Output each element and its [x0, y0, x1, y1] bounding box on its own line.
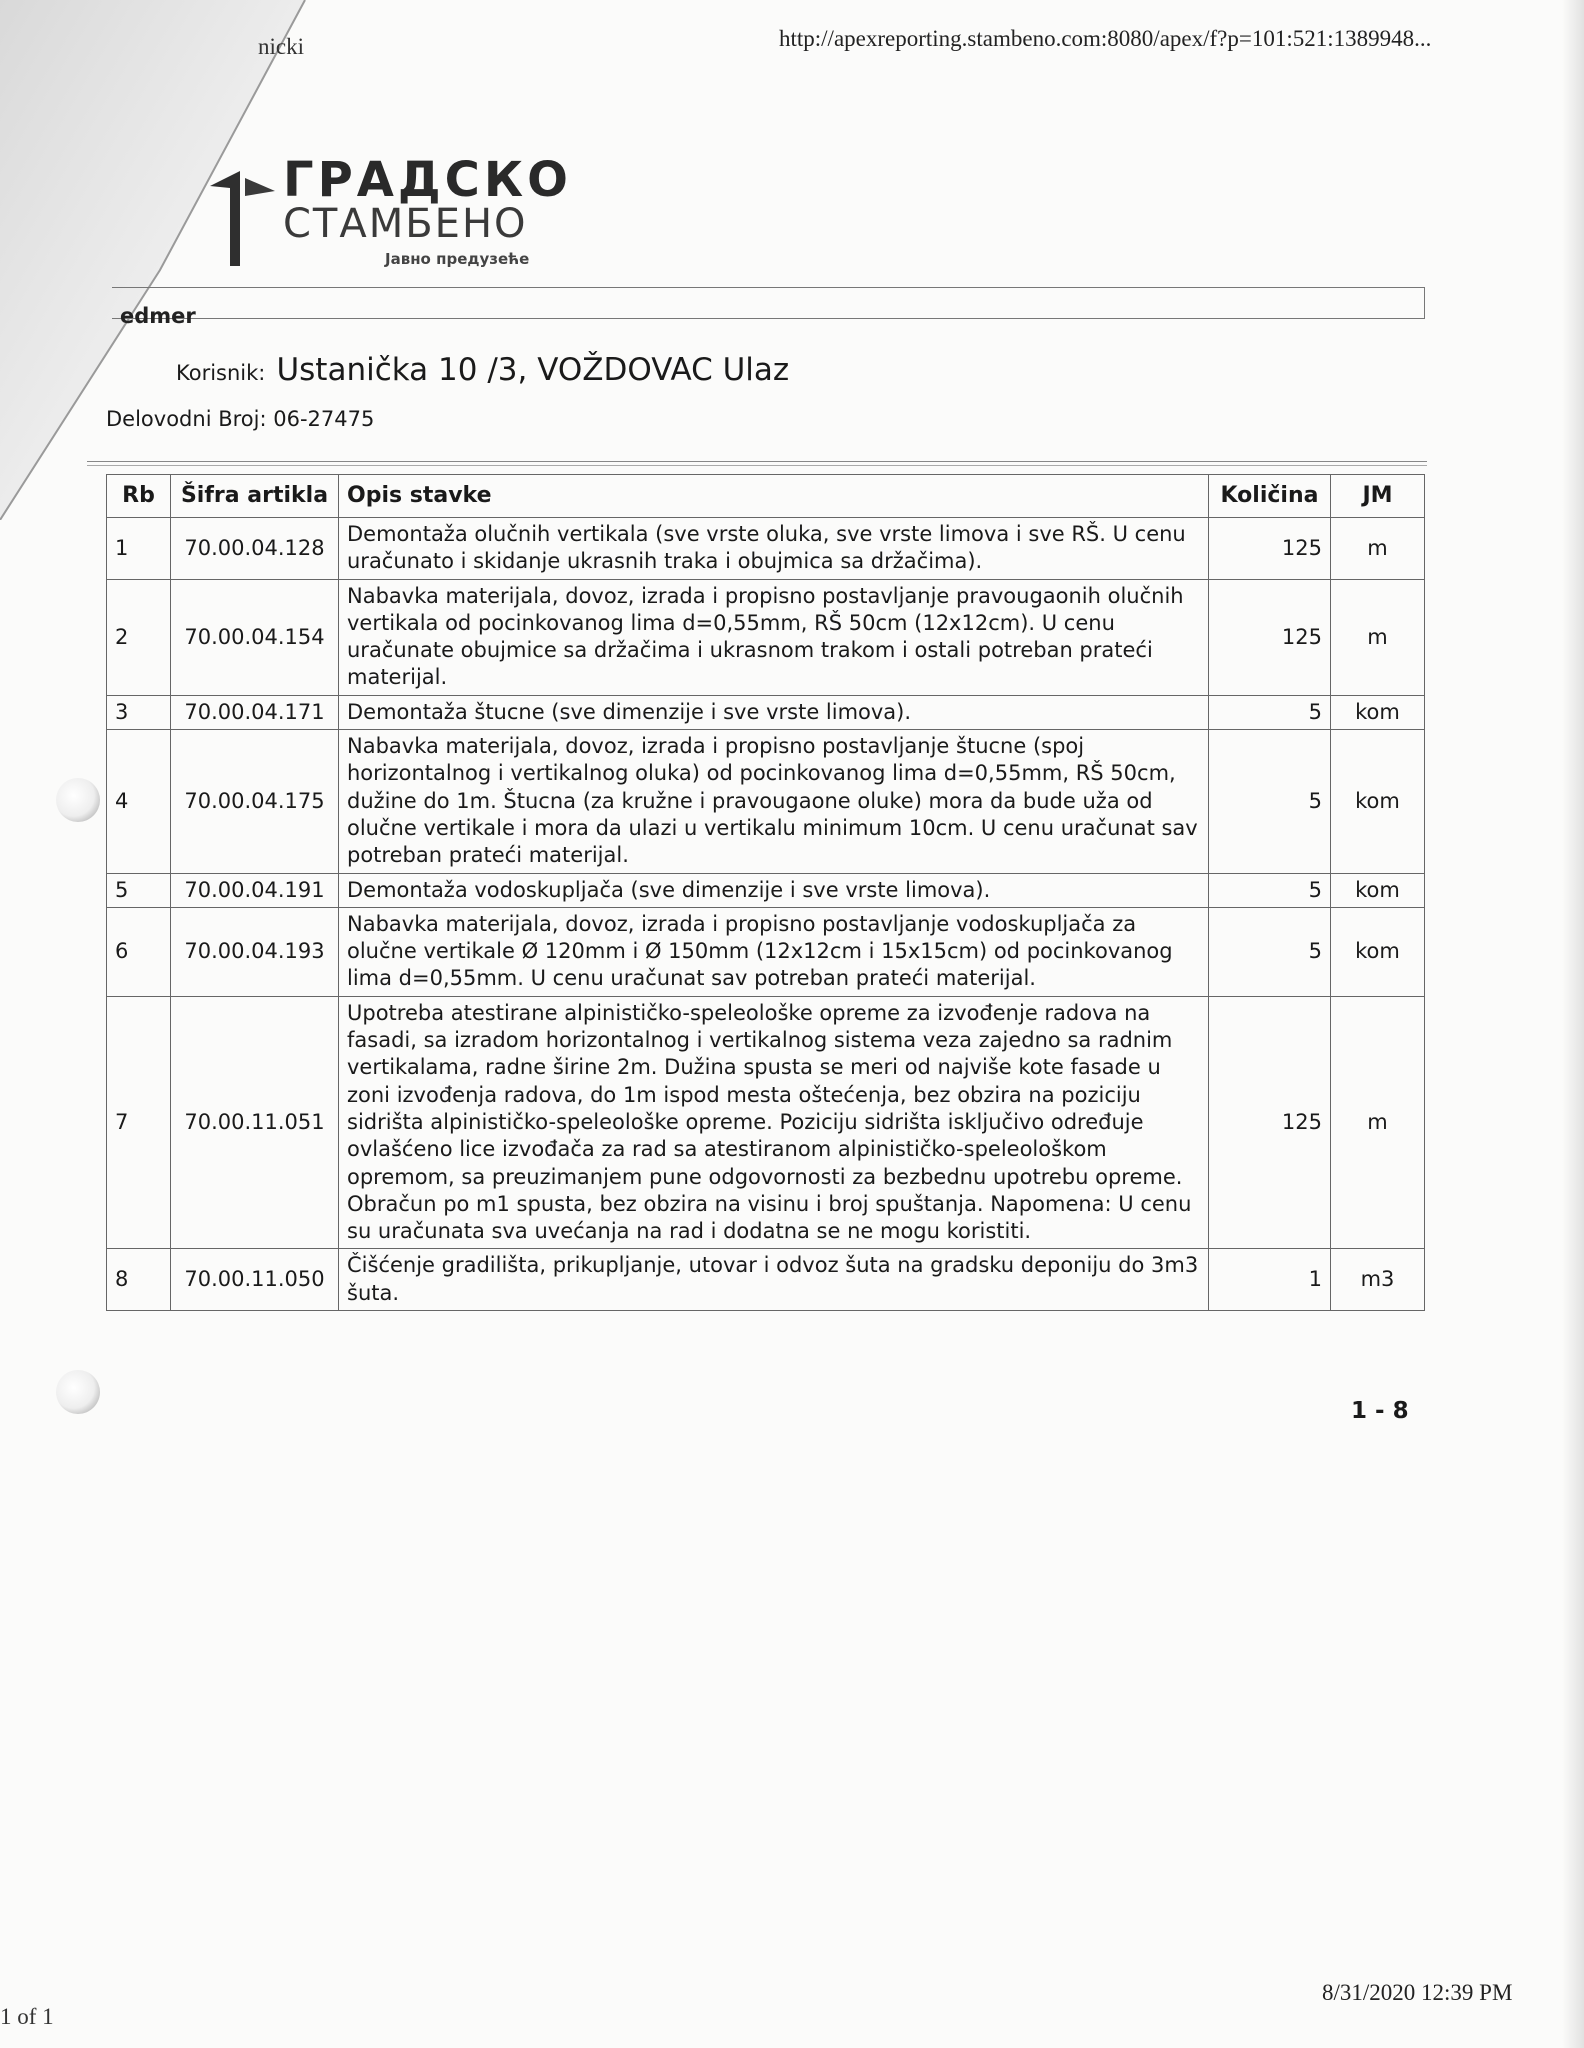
- punch-hole-icon: [56, 1370, 100, 1414]
- header-sifra: Šifra artikla: [171, 475, 339, 518]
- logo-line-3: Јавно предузеће: [385, 250, 530, 268]
- footer-page-count: 1 of 1: [0, 2004, 54, 2029]
- cell-rb: 3: [107, 695, 171, 729]
- company-logo: [190, 152, 572, 276]
- cell-jm: m: [1331, 996, 1425, 1249]
- table-row: [107, 518, 1425, 580]
- table-row: [107, 695, 1425, 729]
- cell-sifra: 70.00.04.128: [171, 518, 339, 580]
- cell-rb: 2: [107, 579, 171, 695]
- page-edge-shadow: [1562, 0, 1584, 2048]
- cell-sifra: 70.00.04.191: [171, 873, 339, 907]
- table-row: [107, 730, 1425, 873]
- cell-sifra: 70.00.11.051: [171, 996, 339, 1249]
- delovodni-line: [106, 407, 374, 431]
- cell-jm: kom: [1331, 907, 1425, 996]
- delovodni-label: Delovodni Broj:: [106, 407, 267, 431]
- header-jm: JM: [1331, 475, 1425, 518]
- header-opis: Opis stavke: [339, 475, 1209, 518]
- pager-range: 1 - 8: [1351, 1398, 1409, 1424]
- cell-jm: m: [1331, 579, 1425, 695]
- cell-sifra: 70.00.04.154: [171, 579, 339, 695]
- cell-kolicina: 5: [1209, 907, 1331, 996]
- table-row: [107, 996, 1425, 1249]
- punch-hole-icon: [56, 778, 100, 822]
- cell-rb: 5: [107, 873, 171, 907]
- horizontal-rule: [87, 461, 1427, 466]
- header-rb: Rb: [107, 475, 171, 518]
- table-row: [107, 1249, 1425, 1311]
- cell-opis: Demontaža štucne (sve dimenzije i sve vrste limova).: [339, 695, 1209, 729]
- cell-jm: m: [1331, 518, 1425, 580]
- cell-kolicina: 125: [1209, 579, 1331, 695]
- cell-opis: Čišćenje gradilišta, prikupljanje, utovar i odvoz šuta na gradsku deponiju do 3m3 šuta.: [339, 1249, 1209, 1311]
- cell-jm: kom: [1331, 730, 1425, 873]
- cell-opis: Demontaža olučnih vertikala (sve vrste oluka, sve vrste limova i sve RŠ. U cenu uračunato i skidanje ukrasnih traka i obujmica sa držačima).: [339, 518, 1209, 580]
- korisnik-value: Ustanička 10 /3, VOŽDOVAC Ulaz: [276, 352, 790, 388]
- header-left-text: nicki: [258, 34, 304, 59]
- logo-line-1: ГРАДСКО: [283, 152, 572, 208]
- cell-kolicina: 5: [1209, 730, 1331, 873]
- footer-timestamp: 8/31/2020 12:39 PM: [1322, 1980, 1513, 2005]
- cell-rb: 6: [107, 907, 171, 996]
- cell-sifra: 70.00.04.171: [171, 695, 339, 729]
- cell-opis: Nabavka materijala, dovoz, izrada i propisno postavljanje pravougaonih olučnih vertikala od pocinkovanog lima d=0,55mm, RŠ 50cm (12x12cm). U cenu uračunate obujmice sa držačima i ukrasnom trakom i ostali potreban prateći materijal.: [339, 579, 1209, 695]
- cell-sifra: 70.00.04.175: [171, 730, 339, 873]
- cell-opis: Upotreba atestirane alpinističko-speleološke opreme za izvođenje radova na fasadi, sa izradom horizontalnog i vertikalnog sistema veza zajedno sa radnim vertikalama, radne širine 2m. Dužina spusta se meri od najviše kote fasade u zoni izvođenja radova, do 1m ispod mesta oštećenja, bez obzira na poziciju sidrišta alpinističko-speleološke opreme. Poziciju sidrišta isključivo određuje ovlašćeno lice izvođača za rad sa atestiranom alpinističko-speleološkom opremom, sa preuzimanjem pune odgovornosti za bezbednu upotrebu opreme. Obračun po m1 spusta, bez obzira na visinu i broj spuštanja. Napomena: U cenu su uračunata sva uvećanja na rad i dodatna se ne mogu koristiti.: [339, 996, 1209, 1249]
- korisnik-label: Korisnik:: [176, 361, 266, 385]
- cell-jm: kom: [1331, 873, 1425, 907]
- cell-jm: m3: [1331, 1249, 1425, 1311]
- table-header-row: [107, 475, 1425, 518]
- cell-kolicina: 1: [1209, 1249, 1331, 1311]
- cell-rb: 7: [107, 996, 171, 1249]
- cell-sifra: 70.00.04.193: [171, 907, 339, 996]
- cell-opis: Demontaža vodoskupljača (sve dimenzije i sve vrste limova).: [339, 873, 1209, 907]
- header-kolicina: Količina: [1209, 475, 1331, 518]
- table-row: [107, 579, 1425, 695]
- header-url: http://apexreporting.stambeno.com:8080/apex/f?p=101:521:1389948...: [779, 26, 1432, 51]
- cell-rb: 1: [107, 518, 171, 580]
- items-table: [106, 474, 1425, 1311]
- logo-line-2: СТАМБЕНО: [283, 201, 528, 247]
- table-row: [107, 873, 1425, 907]
- cell-rb: 4: [107, 730, 171, 873]
- cell-kolicina: 125: [1209, 996, 1331, 1249]
- cell-kolicina: 5: [1209, 873, 1331, 907]
- cell-sifra: 70.00.11.050: [171, 1249, 339, 1311]
- table-row: [107, 907, 1425, 996]
- cell-rb: 8: [107, 1249, 171, 1311]
- cell-opis: Nabavka materijala, dovoz, izrada i propisno postavljanje štucne (spoj horizontalnog i vertikalnog oluka) od pocinkovanog lima d=0,55mm, RŠ 50cm, dužine do 1m. Štucna (za kružne i pravougaone oluke) mora da bude uža od olučne vertikale i mora da ulazi u vertikalu minimum 10cm. U cenu uračunat sav potreban prateći materijal.: [339, 730, 1209, 873]
- cell-kolicina: 125: [1209, 518, 1331, 580]
- delovodni-value: 06-27475: [273, 407, 375, 431]
- cell-kolicina: 5: [1209, 695, 1331, 729]
- section-header-box: [112, 287, 1425, 319]
- cell-opis: Nabavka materijala, dovoz, izrada i propisno postavljanje vodoskupljača za olučne vertikale Ø 120mm i Ø 150mm (12x12cm i 15x15cm) od pocinkovanog lima d=0,55mm. U cenu uračunat sav potreban prateći materijal.: [339, 907, 1209, 996]
- section-label: edmer: [120, 304, 196, 328]
- korisnik-line: [176, 352, 789, 388]
- cell-jm: kom: [1331, 695, 1425, 729]
- logo-mark-icon: [190, 166, 280, 266]
